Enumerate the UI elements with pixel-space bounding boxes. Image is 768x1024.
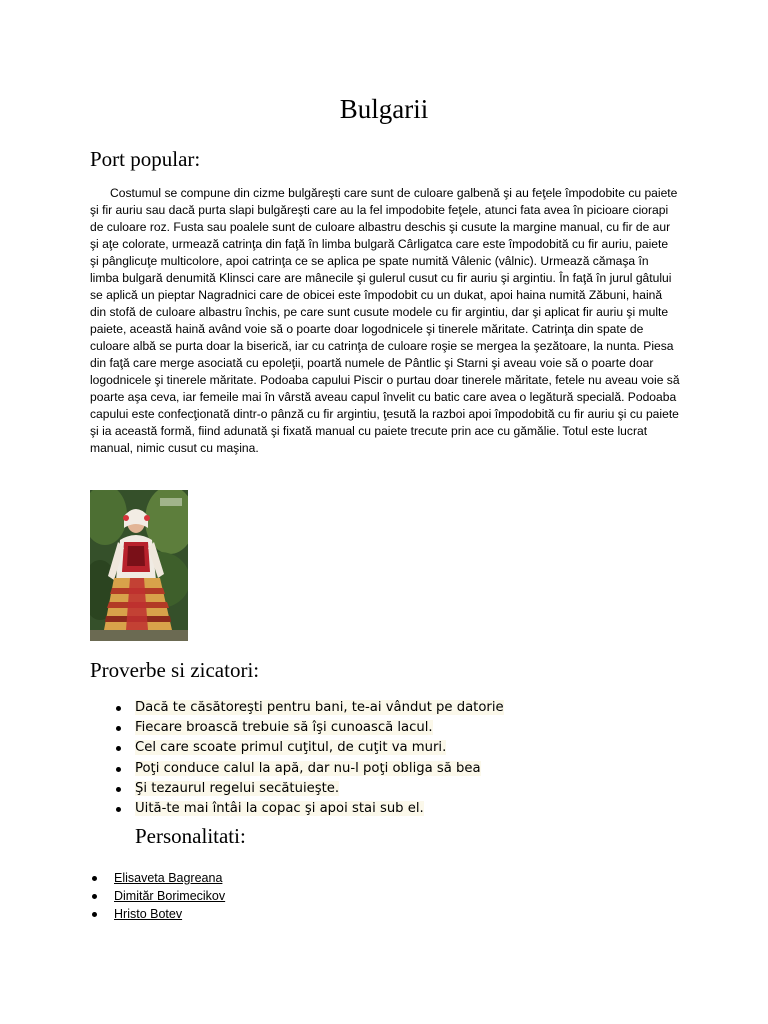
bullet-icon [116,767,121,772]
list-item [115,698,504,718]
list-item [115,759,504,779]
list-item [115,718,504,738]
bullet-icon [92,894,97,899]
bullet-icon [116,807,121,812]
bullet-icon [116,787,121,792]
bullet-icon [116,726,121,731]
port-popular-text: Costumul se compune din cizme bulgăreşti care sunt de culoare galbenă şi au feţele împodobite cu paiete şi fir auriu sau dacă purta slapi bulgăreşti care au la fel impodobite feţele, atunci fata avea în picioare ciorapi de culoare roz. Fusta sau poalele sunt de culoare albastru deschis şi cusute la margine manual, cu fir de aur şi aţe colorate, urmează catrinţa din faţă în limba bulgară Cârligatca care este împodobită cu fir auriu, paiete şi pânglicuţe multicolore, apoi catrinţa ce se aplica pe spate numită Vâlenic (vâlnic). Urmează cămaşa în limba bulgară denumită Klinsci care are mânecile şi gulerul cusut cu fir auriu şi argintiu. În faţă în jurul gâtului se aplică un pieptar Nagradnici care de obicei este împodobit cu un dukat, apoi haina numită Zăbuni, haină din stofă de culoare albastru închis, pe care sunt cusute modele cu fir argintiu, dar şi aplicat fir auriu şi multe paiete, această haină având voie să o poarte doar logodnicele şi tinerele măritate. Catrinţa din spate de culoare albă se purta doar la biserică, iar cu catrinţa de culoare roşie se mergea la şezătoare, la nunta. Piesa din faţă care merge asociată cu epoleţii, poartă numele de Pântlic şi Starni şi aveau voie să o poarte doar logodnicele şi tinerele măritate. Podoaba capului Piscir o purtau doar tinerele măritate, fetele nu aveau voie să poarte aşa ceva, iar femeile mai în vârstă aveau capul învelit cu batic care avea o legătură specială. Podoaba capului este confecţionată dintr-o pânză cu fir argintiu, ţesută la razboi apoi împodobită cu fir auriu şi cu paiete şi ia această formă, fiind adunată şi fixată manual cu paiete trecute prin ace cu gămălie. Totul este lucrat manual, nimic cusut cu maşina. [90,186,680,455]
proverb-text: Şi tezaurul regelui secătuieşte. [135,780,340,796]
port-popular-paragraph [90,185,680,457]
proverb-text: Fiecare broască trebuie să îşi cunoască lacul. [135,720,433,736]
list-item [90,905,225,923]
proverb-text: Uită-te mai întâi la copac şi apoi stai sub el. [135,801,424,817]
list-item [115,779,504,799]
port-popular-heading: Port popular: [90,147,201,171]
list-item [115,738,504,758]
list-item [90,869,225,887]
page-title: Bulgarii [339,94,429,124]
proverbe-list [115,698,504,819]
proverb-text: Dacă te căsătoreşti pentru bani, te-ai vândut pe datorie [135,700,504,715]
folk-costume-photo [90,490,188,641]
bullet-icon [92,876,97,881]
person-link-borimecikov[interactable]: Dimităr Borimecikov [114,889,226,903]
personalitati-list [90,869,225,923]
proverb-text: Poţi conduce calul la apă, dar nu-l poţi obliga să bea [135,760,481,776]
folk-costume-illustration [90,490,188,641]
person-link-bagreana[interactable]: Elisaveta Bagreana [114,871,223,885]
list-item [115,799,504,819]
list-item [90,887,225,905]
personalitati-heading: Personalitati: [135,824,246,848]
bullet-icon [92,912,97,917]
proverbe-heading: Proverbe si zicatori: [90,658,260,682]
bullet-icon [116,706,121,711]
bullet-icon [116,746,121,751]
person-link-botev[interactable]: Hristo Botev [114,907,183,921]
proverb-text: Cel care scoate primul cuţitul, de cuţit va muri. [135,740,447,756]
